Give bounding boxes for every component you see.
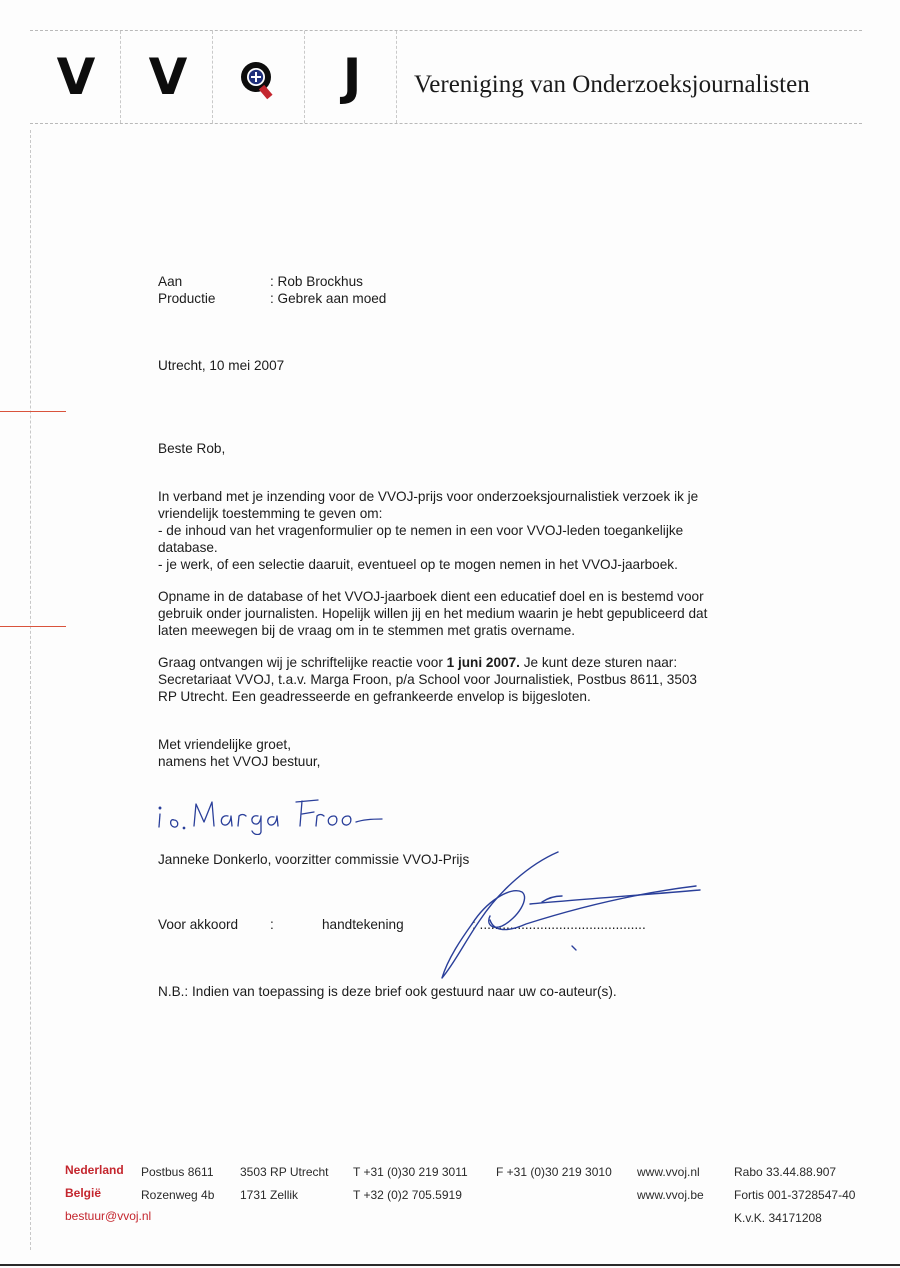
paragraph3-line2: Secretariaat VVOJ, t.a.v. Marga Froon, p/a School voor Journalistiek, Postbus 8611, 3503	[158, 672, 697, 687]
footer-web-be: www.vvoj.be	[637, 1188, 704, 1202]
letterhead	[30, 30, 862, 124]
footer-email: bestuur@vvoj.nl	[65, 1209, 152, 1223]
paragraph1-line: - de inhoud van het vragenformulier op te nemen in een voor VVOJ-leden toegankelijke	[158, 523, 684, 538]
closing-line: namens het VVOJ bestuur,	[158, 754, 321, 769]
footer-city-be: 1731 Zellik	[240, 1188, 299, 1202]
logo-cell-q	[214, 31, 305, 123]
handwritten-signature-brockhus	[430, 840, 710, 985]
footer-country-nl: Nederland	[65, 1163, 124, 1177]
footer-kvk: K.v.K. 34171208	[734, 1211, 822, 1225]
deadline-date: 1 juni 2007.	[446, 655, 520, 670]
paragraph1-line: - je werk, of een selectie daaruit, eventueel op te mogen nemen in het VVOJ-jaarboek.	[158, 557, 678, 572]
note: N.B.: Indien van toepassing is deze brief ook gestuurd naar uw co-auteur(s).	[158, 984, 617, 999]
signature-label: handtekening	[322, 917, 404, 932]
fold-mark-top	[0, 411, 66, 412]
logo-cell-j	[306, 31, 397, 123]
production-value: : Gebrek aan moed	[270, 291, 387, 306]
footer-city-nl: 3503 RP Utrecht	[240, 1165, 329, 1179]
salutation: Beste Rob,	[158, 441, 226, 456]
approval-colon: :	[270, 917, 274, 932]
logo-cell-v2	[122, 31, 213, 123]
paragraph3-text: Je kunt deze sturen naar:	[519, 655, 678, 670]
production-label: Productie	[158, 291, 216, 306]
footer-web-nl: www.vvoj.nl	[637, 1165, 700, 1179]
paragraph3-line3: RP Utrecht. Een geadresseerde en gefrankeerde envelop is bijgesloten.	[158, 689, 591, 704]
footer-bank-nl: Rabo 33.44.88.907	[734, 1165, 837, 1179]
paragraph2-line: gebruik onder journalisten. Hopelijk willen jij en het medium waarin je hebt gepubliceerd dat	[158, 606, 708, 621]
footer-phone-nl: T +31 (0)30 219 3011	[353, 1165, 468, 1179]
footer-country-be: België	[65, 1186, 102, 1200]
logo-cell-v1	[30, 31, 121, 123]
footer-address-nl: Postbus 8611	[141, 1165, 214, 1179]
paragraph1-line: In verband met je inzending voor de VVOJ-prijs voor onderzoeksjournalistiek verzoek ik je	[158, 489, 699, 504]
to-value: : Rob Brockhus	[270, 274, 363, 289]
logo-letter-v: V	[148, 48, 188, 106]
paragraph1-line: vriendelijk toestemming te geven om:	[158, 506, 383, 521]
approval-label: Voor akkoord	[158, 917, 239, 932]
signatory: Janneke Donkerlo, voorzitter commissie VVOJ-Prijs	[158, 852, 470, 867]
scan-edge-line	[30, 130, 33, 1250]
paragraph3-text: Graag ontvangen wij je schriftelijke reactie voor	[158, 655, 447, 670]
organization-name: Vereniging van Onderzoeksjournalisten	[414, 71, 810, 98]
paragraph2-line: Opname in de database of het VVOJ-jaarboek dient een educatief doel en is bestemd voor	[158, 589, 704, 604]
signature-line: : ............................................	[472, 917, 646, 932]
date-line: Utrecht, 10 mei 2007	[158, 358, 285, 373]
footer-phone-be: T +32 (0)2 705.5919	[353, 1188, 462, 1202]
footer-fax-nl: F +31 (0)30 219 3010	[496, 1165, 612, 1179]
logo-letter-v: V	[56, 48, 96, 106]
closing-line: Met vriendelijke groet,	[158, 737, 291, 752]
handwritten-signature-froon	[150, 790, 390, 835]
paragraph3-line1	[158, 654, 677, 671]
footer-bank-be: Fortis 001-3728547-40	[734, 1188, 856, 1202]
to-label: Aan	[158, 274, 183, 289]
logo-letter-j: J	[342, 48, 362, 106]
magnifier-q-logo-icon	[238, 59, 278, 101]
paragraph1-line: database.	[158, 540, 218, 555]
fold-mark-bottom	[0, 626, 66, 627]
paragraph2-line: laten meewegen bij de vraag om in te stemmen met gratis overname.	[158, 623, 576, 638]
footer-address-be: Rozenweg 4b	[141, 1188, 215, 1202]
page-bottom-edge	[0, 1264, 900, 1266]
